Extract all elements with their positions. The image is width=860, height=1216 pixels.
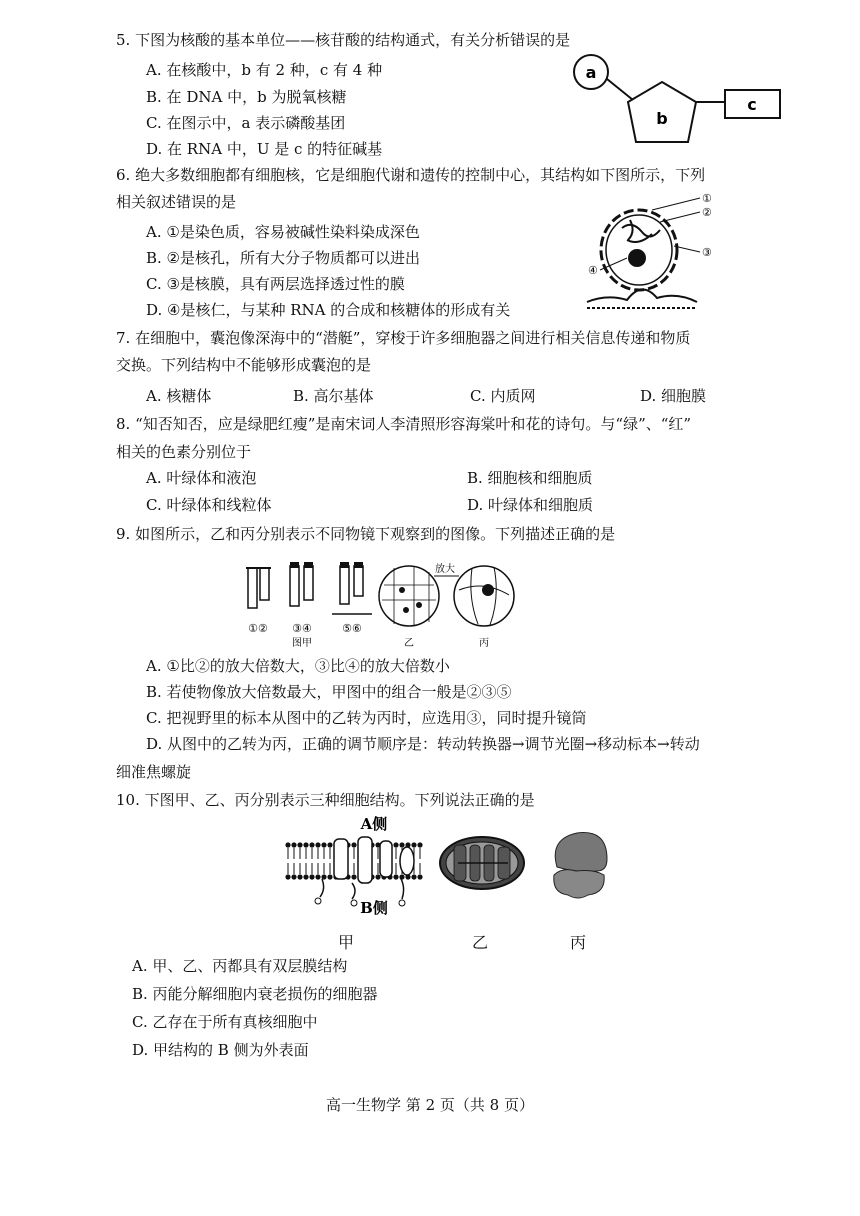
q6-option-c: C. ③是核膜，具有两层选择透过性的膜 [146,275,405,293]
q10-option-b: B. 丙能分解细胞内衰老损伤的细胞器 [132,985,378,1003]
fig-jia-label: 图甲 [292,638,312,649]
q6-option-b: B. ②是核孔，所有大分子物质都可以进出 [146,249,421,267]
q10-stem: 10. 下图甲、乙、丙分别表示三种细胞结构。下列说法正确的是 [116,791,535,809]
fig-yi-label: 乙 [404,638,414,649]
label-b: b [656,109,668,128]
lipid-head [417,842,422,847]
q10-fig-jia-label: 甲 [338,933,355,952]
lipid-head [291,874,296,879]
q8-option-d: D. 叶绿体和细胞质 [467,496,594,514]
fig-bing-label: 丙 [479,638,489,649]
q7-option-d: D. 细胞膜 [640,387,707,405]
lipid-head [411,874,416,879]
page-footer: 高一生物学 第 2 页（共 8 页） [326,1096,534,1114]
q10-fig-yi-label: 乙 [472,933,489,952]
lipid-head [411,842,416,847]
nucleotide-diagram [565,52,795,152]
lipid-head [321,874,326,879]
lipid-head [327,842,332,847]
pair-label-2: ③④ [292,622,312,635]
label-a: a [585,63,597,82]
q9-option-d-cont: 细准焦螺旋 [116,763,192,781]
cell-structures-figure [282,815,612,920]
lipid-head [351,874,356,879]
q5-option-d: D. 在 RNA 中，U 是 c 的特征碱基 [146,140,383,158]
lipid-head [351,842,356,847]
lipid-head [327,874,332,879]
q10-fig-bing-label: 丙 [570,933,587,952]
q6-stem-line2: 相关叙述错误的是 [116,193,237,211]
lipid-head [285,874,290,879]
lipid-head [303,874,308,879]
q10-option-c: C. 乙存在于所有真核细胞中 [132,1013,318,1031]
lipid-head [285,842,290,847]
q8-option-b: B. 细胞核和细胞质 [467,469,593,487]
zoom-label: 放大 [435,564,455,575]
q7-option-a: A. 核糖体 [146,387,212,405]
q6-stem-line1: 6. 绝大多数细胞都有细胞核，它是细胞代谢和遗传的控制中心，其结构如下图所示，下列 [116,166,706,184]
q9-option-a: A. ①比②的放大倍数大，③比④的放大倍数小 [146,657,450,675]
q7-option-c: C. 内质网 [470,387,536,405]
lipid-head [417,874,422,879]
q5-option-b: B. 在 DNA 中，b 为脱氧核糖 [146,88,347,106]
lipid-head [309,874,314,879]
q7-option-b: B. 高尔基体 [293,387,374,405]
lipid-head [393,874,398,879]
q5-stem: 5. 下图为核酸的基本单位——核苷酸的结构通式，有关分析错误的是 [116,31,571,49]
q8-stem-line1: 8. “知否知否，应是绿肥红瘦”是南宋词人李清照形容海棠叶和花的诗句。与“绿”、“红” [116,415,692,433]
q6-option-d: D. ④是核仁，与某种 RNA 的合成和核糖体的形成有关 [146,301,511,319]
lipid-head [315,874,320,879]
lipid-head [399,842,404,847]
q9-option-d: D. 从图中的乙转为丙，正确的调节顺序是：转动转换器→调节光圈→移动标本→转动 [146,735,700,753]
q8-option-c: C. 叶绿体和线粒体 [146,496,272,514]
pair-label-3: ⑤⑥ [342,622,362,635]
lipid-head [309,842,314,847]
q7-stem-line1: 7. 在细胞中，囊泡像深海中的“潜艇”，穿梭于许多细胞器之间进行相关信息传递和物质 [116,329,691,347]
q10-option-a: A. 甲、乙、丙都具有双层膜结构 [132,957,348,975]
lipid-head [393,842,398,847]
nucleus-diagram [582,190,722,320]
label-4: ④ [588,264,598,277]
b-side-label: B侧 [360,899,388,917]
label-c: c [747,95,757,114]
lipid-head [297,874,302,879]
q9-option-c: C. 把视野里的标本从图中的乙转为丙时，应选用③，同时提升镜筒 [146,709,587,727]
lipid-head [297,842,302,847]
lipid-head [315,842,320,847]
q9-stem: 9. 如图所示，乙和丙分别表示不同物镜下观察到的图像。下列描述正确的是 [116,525,616,543]
q5-option-a: A. 在核酸中，b 有 2 种，c 有 4 种 [146,61,383,79]
pair-label-1: ①② [248,622,268,635]
lipid-head [375,874,380,879]
q8-option-a: A. 叶绿体和液泡 [146,469,257,487]
q7-stem-line2: 交换。下列结构中不能够形成囊泡的是 [116,356,372,374]
q8-stem-line2: 相关的色素分别位于 [116,443,252,461]
lipid-head [291,842,296,847]
lipid-head [303,842,308,847]
label-3: ③ [702,246,712,259]
q5-option-c: C. 在图示中，a 表示磷酸基团 [146,114,346,132]
a-side-label: A侧 [360,815,388,833]
q9-option-b: B. 若使物像放大倍数最大，甲图中的组合一般是②③⑤ [146,683,512,701]
label-2: ② [702,206,712,219]
q10-option-d: D. 甲结构的 B 侧为外表面 [132,1041,309,1059]
q6-option-a: A. ①是染色质，容易被碱性染料染成深色 [146,223,420,241]
lipid-head [321,842,326,847]
microscope-lens-figure [244,560,524,652]
label-1: ① [702,192,712,205]
